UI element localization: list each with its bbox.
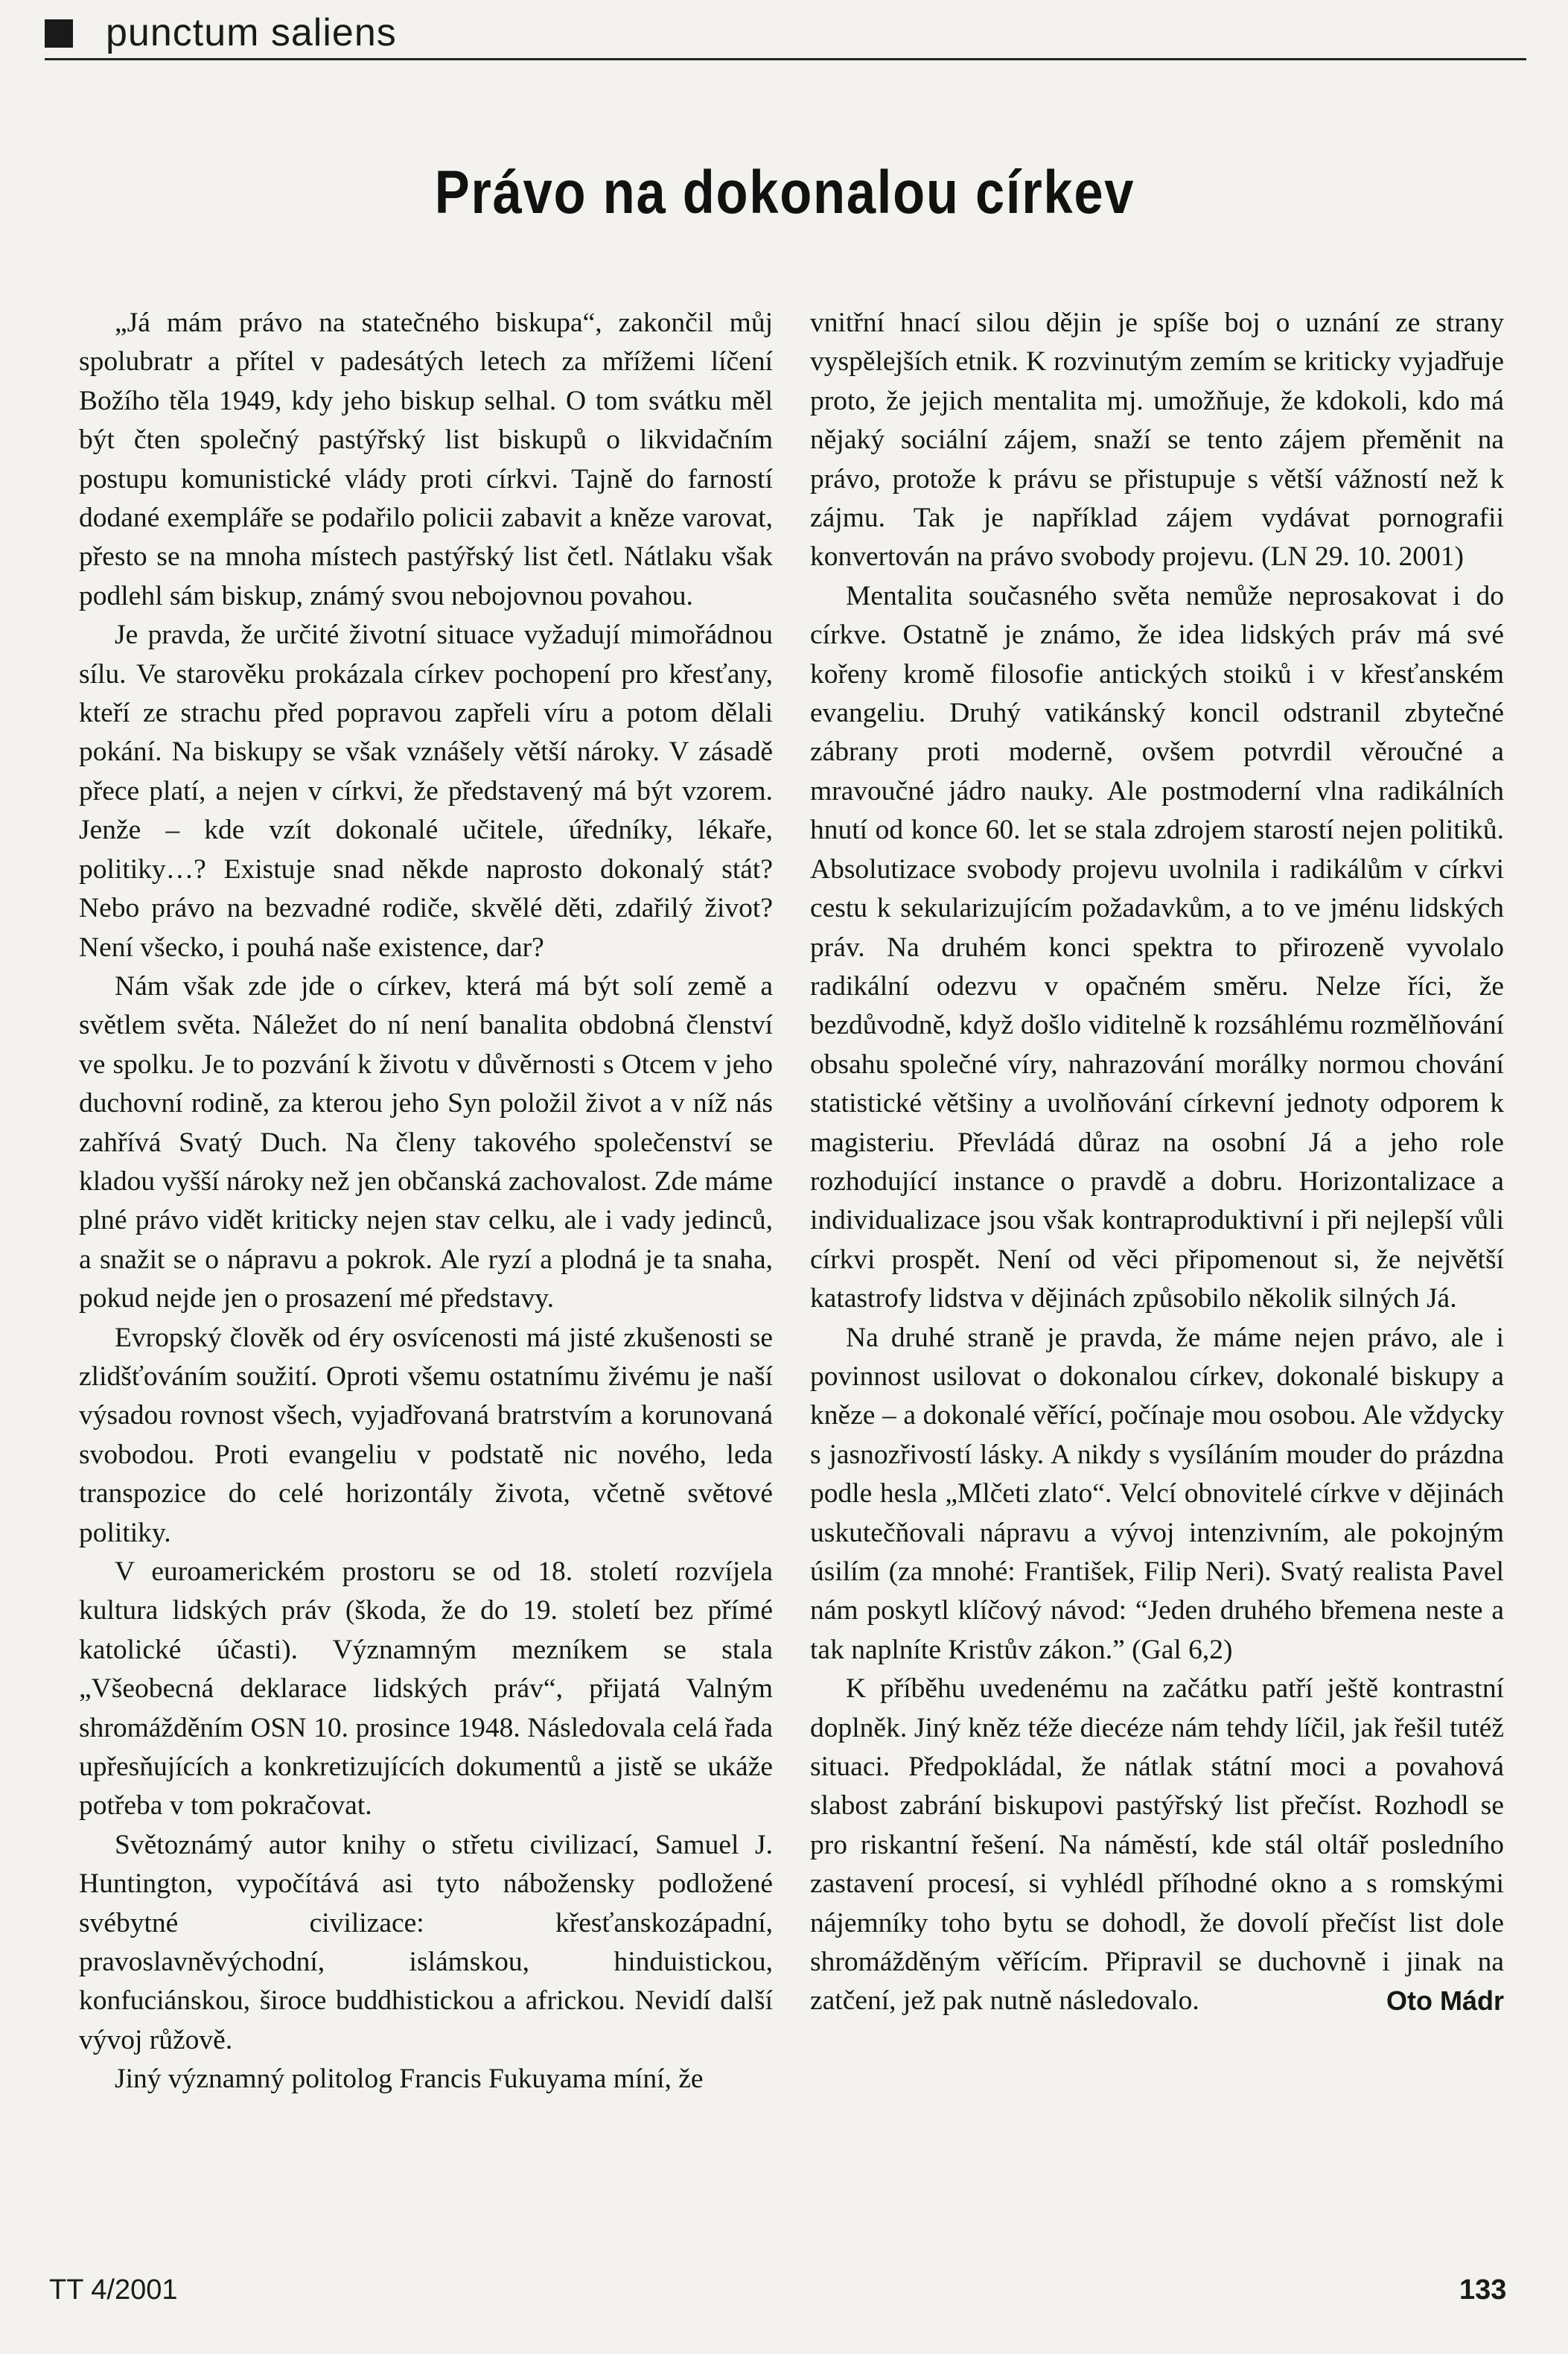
paragraph: K příběhu uvedenému na začátku patří ještě kontrastní doplněk. Jiný kněz téže diecéze nám tehdy líčil, jak řešil tutéž situaci. Předpokládal, že nátlak státní moci a povahová slabost zabrání biskupovi pastýřský list přečíst. Rozhodl se pro riskantní řešení. Na náměstí, kde stál oltář posledního zastavení procesí, si vyhlédl příhodné okno a s romskými nájemníky toho bytu se dohodl, že dovolí přečíst list dole shromážděným věřícím. Připravil se duchovně i jinak na zatčení, jež pak nutně následovalo. <box>810 1673 1504 2017</box>
section-name: punctum saliens <box>106 11 397 54</box>
left-column <box>79 304 773 2099</box>
paragraph: Je pravda, že určité životní situace vyžadují mimořádnou sílu. Ve starověku prokázala církev pochopení pro křesťany, kteří ze strachu před popravou zapřeli víru a potom dělali pokání. Na biskupy se však vznášely větší nároky. V zásadě přece platí, a nejen v církvi, že představený má být vzorem. Jenže – kde vzít dokonalé učitele, úředníky, lékaře, politiky…? Existuje snad někde naprosto dokonalý stát? Nebo právo na bezvadné rodiče, skvělé děti, zdařilý život? Není všecko, i pouhá naše existence, dar? <box>79 620 773 963</box>
paragraph: V euroamerickém prostoru se od 18. století rozvíjela kultura lidských práv (škoda, že do 19. století bez přímé katolické účasti). Významným mezníkem se stala „Všeobecná deklarace lidských práv“, přijatá Valným shromážděním OSN 10. prosince 1948. Následovala celá řada upřesňujících a konkretizujících dokumentů a jistě se ukáže potřeba v tom pokračovat. <box>79 1556 773 1822</box>
author-name: Oto Mádr <box>1386 1985 1504 2017</box>
paragraph: Na druhé straně je pravda, že máme nejen právo, ale i povinnost usilovat o dokonalou církev, dokonalé biskupy a kněze – a dokonalé věřící, počínaje mou osobou. Ale vždycky s jasnozřivostí lásky. A nikdy s vysíláním mouder do prázdna podle hesla „Mlčeti zlato“. Velcí obnovitelé církve v dějinách uskutečňovali nápravu a vývoj intenzivním, ale pokojným úsilím (za mnohé: František, Filip Neri). Svatý realista Pavel nám poskytl klíčový návod: “Jeden druhého břemena neste a tak naplníte Kristův zákon.” (Gal 6,2) <box>810 1322 1504 1665</box>
paragraph: „Já mám právo na statečného biskupa“, zakončil můj spolubratr a přítel v padesátých letech za mřížemi líčení Božího těla 1949, kdy jeho biskup selhal. O tom svátku měl být čten společný pastýřský list biskupů o likvidačním postupu komunistické vlády proti církvi. Tajně do farností dodané exempláře se podařilo policii zabavit a kněze varovat, přesto se na mnoha místech pastýřský list četl. Nátlaku však podlehl sám biskup, známý svou nebojovnou povahou. <box>79 308 773 611</box>
paragraph: Mentalita současného světa nemůže neprosakovat i do církve. Ostatně je známo, že idea lidských práv má své kořeny kromě filosofie antických stoiků i v křesťanském evangeliu. Druhý vatikánský koncil odstranil zbytečné zábrany proti moderně, ovšem potvrdil věroučné a mravoučné jádro nauky. Ale postmoderní vlna radikálních hnutí od konce 60. let se stala zdrojem starostí nejen politiků. Absolutizace svobody projevu uvolnila i radikálům v církvi cestu k sekularizujícím požadavkům, a to ve jménu lidských práv. Na druhém konci spektra to přirozeně vyvolalo radikální odezvu v opačném směru. Nelze říci, že bezdůvodně, když došlo viditelně k rozsáhlému rozmělňování obsahu společné víry, nahrazování morálky normou chování statistické většiny a uvolňování církevní jednoty odporem k magisteriu. Převládá důraz na osobní Já a jeho role rozhodující instance o pravdě a dobru. Horizontalizace a individualizace jsou však kontraproduktivní i při nejlepší vůli církvi prospět. Není od věci připomenout si, že největší katastrofy lidstva v dějinách způsobilo několik silných Já. <box>810 580 1504 1314</box>
article-title: Právo na dokonalou církev <box>434 159 1135 226</box>
paragraph: Nám však zde jde o církev, která má být solí země a světlem světa. Náležet do ní není banalita obdobná členství ve spolku. Je to pozvání k životu v důvěrnosti s Otcem v jeho duchovní rodině, za kterou jeho Syn položil život a v níž nás zahřívá Svatý Duch. Na členy takového společenství se kladou vyšší nároky než jen občanská zachovalost. Zde máme plné právo vidět kriticky nejen stav celku, ale i vady jedinců, a snažit se o nápravu a pokrok. Ale ryzí a plodná je ta snaha, pokud nejde jen o prosazení mé představy. <box>79 970 773 1314</box>
paragraph: Jiný významný politolog Francis Fukuyama míní, že <box>115 2064 704 2095</box>
issue-label: TT 4/2001 <box>49 2274 178 2306</box>
paragraph-with-signature <box>810 1670 1504 2021</box>
right-column <box>810 304 1504 2021</box>
paragraph: Světoznámý autor knihy o střetu civilizací, Samuel J. Huntington, vypočítává asi tyto nábožensky podložené svébytné civilizace: křesťanskozápadní, pravoslavněvýchodní, islámskou, hinduistickou, konfuciánskou, široce buddhistickou a africkou. Nevidí další vývoj růžově. <box>79 1829 773 2055</box>
section-header <box>45 12 1526 60</box>
paragraph: Evropský člověk od éry osvícenosti má jisté zkušenosti se zlidšťováním soužití. Oproti všemu ostatnímu živému je naší výsadou rovnost všech, vyjadřovaná bratrstvím a korunovaná svobodou. Proti evangeliu v podstatě nic nového, leda transpozice do celé horizontály života, včetně světové politiky. <box>79 1322 773 1548</box>
paragraph: vnitřní hnací silou dějin je spíše boj o uznání ze strany vyspělejších etnik. K rozvinutým zemím se kriticky vyjadřuje proto, že jejich mentalita mj. umožňuje, že kdokoli, kdo má nějaký sociální zájem, snaží se tento zájem přeměnit na právo, protože k právu se přistupuje s větší vážností než k zájmu. Tak je například zájem vydávat pornografii konvertován na právo svobody projevu. (LN 29. 10. 2001) <box>810 308 1504 573</box>
page-number: 133 <box>1459 2274 1507 2306</box>
section-square-icon <box>45 19 73 48</box>
